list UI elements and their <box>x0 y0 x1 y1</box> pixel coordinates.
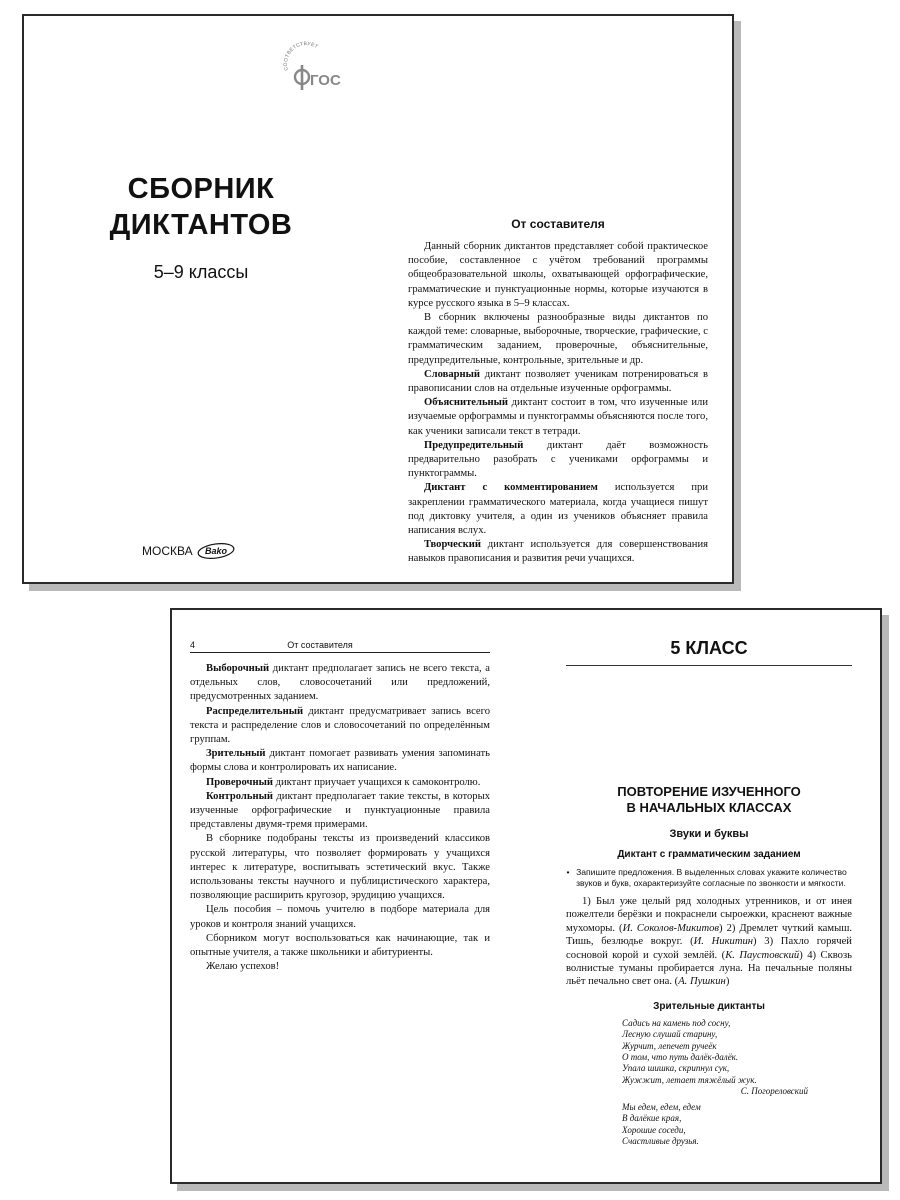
poem-1 <box>622 1018 852 1098</box>
task-text: Запишите предложения. В выделенных словах укажите количество звуков и букв, охарактеризуйте согласные по звонкости и мягкости. <box>576 867 847 888</box>
book-spread-inner <box>170 608 882 1184</box>
fgos-logo <box>282 40 346 92</box>
exercise-source: К. Паустовский <box>725 949 800 961</box>
exercise-source: И. Никитин <box>693 936 754 948</box>
paragraph-text: В сборнике подобраны тексты из произведений классиков русской литературы, что позволяет формировать у учащихся интерес к литературе, воспитывать эстетический вкус. Также использованы тексты научного и публицистического характера, позволяющие расширить кругозор, эрудицию учащихся. <box>190 833 490 902</box>
paragraph <box>190 903 490 931</box>
poem-line: Лесную слушай старину, <box>622 1029 718 1040</box>
foreword-page <box>408 16 708 582</box>
page-5 <box>566 610 852 1182</box>
exercise-sentence: 3) Пахло горячей сосновой корой и сухой землёй. ( <box>566 936 852 961</box>
paragraph <box>190 960 490 974</box>
chapter-heading <box>566 784 852 816</box>
running-head <box>190 640 490 653</box>
paragraph-text: диктант позволяет ученикам потренироваться в правописании слов на отдельные изученные орфограммы. <box>408 368 708 395</box>
exercise-sentence: 2) Дремлет чуткий камыш. Тишь, безлюдье вокруг. ( <box>566 922 853 948</box>
exercise-source: А. Пушкин <box>678 976 726 988</box>
paragraph-term: Проверочный <box>206 776 273 788</box>
paragraph-term: Зрительный <box>206 748 266 760</box>
book-title <box>24 171 378 243</box>
book-title-line1: СБОРНИК <box>127 173 275 205</box>
paragraph-term: Словарный <box>424 368 481 380</box>
paragraph <box>190 747 490 775</box>
chapter-heading-line1: ПОВТОРЕНИЕ ИЗУЧЕННОГО <box>617 784 801 799</box>
fgos-logo-text: ГОС <box>310 72 341 89</box>
paragraph-text: диктант помогает развивать умения запоминать формы слова и контролировать их написание. <box>190 748 490 774</box>
paragraph-text: Желаю успехов! <box>206 961 280 973</box>
paragraph <box>408 311 708 368</box>
paragraph-term: Предупредительный <box>424 439 524 451</box>
exercise-source: И. Соколов-Микитов <box>622 922 720 934</box>
dictation-type-heading: Диктант с грамматическим заданием <box>617 849 801 860</box>
grade-heading: 5 КЛАСС <box>566 638 852 666</box>
poem-line: Жужжит, летает тяжёлый жук. <box>622 1074 757 1085</box>
paragraph <box>408 481 708 538</box>
poem-line: Садись на камень под сосну, <box>622 1017 731 1028</box>
paragraph-text: диктант используется для совершенствования навыков правописания и развития речи учащихся. <box>408 539 708 565</box>
paragraph-text: диктант состоит в том, что изученные или изучаемые орфограммы и пунктограммы объясняются после того, как ученики записали текст в тетради. <box>408 397 708 437</box>
exercise-sentence-end: ) <box>753 936 765 948</box>
paragraph <box>190 662 490 705</box>
paragraph-text: Сборником могут воспользоваться как начинающие, так и опытные учителя, а также школьники и абитуриенты. <box>190 932 490 959</box>
exercise-text <box>566 895 852 989</box>
paragraph <box>408 538 708 566</box>
bako-logo <box>196 542 236 560</box>
publisher <box>142 542 236 560</box>
paragraph-text: диктант предполагает такие тексты, в которых изученные орфографические и пунктуационные правила представлены двумя-тремя примерами. <box>190 790 490 831</box>
poem-author: С. Погореловский <box>740 1086 808 1097</box>
exercise-sentence: 1) Был уже целый ряд холодных утренников, и от инея пожелтели берёзки и покраснели сыроежки, краснеют важные мухоморы. ( <box>566 896 852 934</box>
paragraph <box>408 368 708 396</box>
bullet-icon: • <box>566 867 570 877</box>
task-instruction <box>566 867 852 889</box>
paragraph <box>408 240 708 311</box>
visual-dictation-heading: Зрительные диктанты <box>653 1000 765 1012</box>
foreword-heading: От составителя <box>511 217 605 231</box>
cover-page <box>24 16 378 582</box>
poem-2 <box>622 1102 852 1148</box>
running-head-title: От составителя <box>287 640 353 650</box>
paragraph-term: Диктант с комментированием <box>424 482 598 494</box>
paragraph <box>190 832 490 903</box>
paragraph-term: Контрольный <box>206 790 273 802</box>
paragraph <box>408 396 708 439</box>
paragraph-text: используется при закреплении грамматического материала, когда учащиеся пишут под диктовку учителя, а один из учеников объясняет правила написания вслух. <box>408 482 709 537</box>
paragraph-text: Цель пособия – помочь учителю в подборе материала для уроков и контроля знаний учащихся. <box>190 904 490 930</box>
poem-line: О том, что путь далёк-далёк. <box>622 1052 739 1063</box>
paragraph <box>190 705 490 748</box>
page-4 <box>190 610 490 1182</box>
chapter-heading-line2: В НАЧАЛЬНЫХ КЛАССАХ <box>626 800 792 815</box>
fgos-logo-arc-text: СООТВЕТСТВУЕТ <box>283 40 320 71</box>
poem-line: В далёкие края, <box>622 1113 682 1124</box>
exercise-sentence: 4) Сквозь волнистые туманы пробирается луна. На печальные поляны льёт печально свет она. ( <box>566 949 852 988</box>
page-4-body <box>190 662 490 974</box>
svg-text:Bako: Bako <box>204 546 227 556</box>
paragraph-text: Данный сборник диктантов представляет собой практическое пособие, составленное с учётом требований программы общеобразовательной школы, охватывающей орфографические, грамматические и пунктуационные нормы, которые изучаются в курсе русского языка в 5–9 классах. <box>408 241 708 309</box>
paragraph-term: Распределительный <box>206 705 304 717</box>
topic-heading: Звуки и буквы <box>669 828 749 840</box>
poem-line: Мы едем, едем, едем <box>622 1101 701 1112</box>
foreword-body <box>408 240 708 567</box>
paragraph-term: Творческий <box>424 539 481 551</box>
page-number: 4 <box>190 640 196 650</box>
paragraph <box>190 776 490 790</box>
paragraph-term: Объяснительный <box>424 397 509 409</box>
exercise-sentence-end: ) <box>725 976 730 988</box>
publisher-city: МОСКВА <box>142 544 193 558</box>
paragraph <box>408 439 708 482</box>
paragraph <box>190 932 490 960</box>
paragraph-text: В сборник включены разнообразные виды диктантов по каждой теме: словарные, выборочные, творческие, графические, с грамматическим заданием, проверочные, объяснительные, предупредительные, контрольные, зрительные и др. <box>408 312 708 366</box>
book-grades: 5–9 классы <box>153 262 249 282</box>
paragraph <box>190 790 490 833</box>
book-title-line2: ДИКТАНТОВ <box>109 209 293 241</box>
paragraph-text: диктант даёт возможность предварительно разобрать с учениками орфограммы и пунктограммы. <box>408 439 708 480</box>
poem-line: Журчит, лепечет ручеёк <box>622 1040 717 1051</box>
paragraph-text: диктант предусматривает запись всего текста и распределение слов и словосочетаний по определённым группам. <box>190 705 490 746</box>
exercise-sentence-end: ) <box>799 949 808 961</box>
paragraph-text: диктант предполагает запись не всего текста, а отдельных слов, словосочетаний или предложений, предусмотренных заданием. <box>190 663 490 703</box>
exercise-sentence-end: ) <box>719 922 727 934</box>
paragraph-text: диктант приучает учащихся к самоконтролю. <box>272 776 481 788</box>
paragraph-term: Выборочный <box>206 663 270 674</box>
poem-line: Хорошие соседи, <box>622 1124 686 1135</box>
poem-line: Упала шишка, скрипнул сук, <box>622 1063 730 1074</box>
poem-line: Счастливые друзья. <box>622 1135 699 1146</box>
book-spread-cover <box>22 14 734 584</box>
